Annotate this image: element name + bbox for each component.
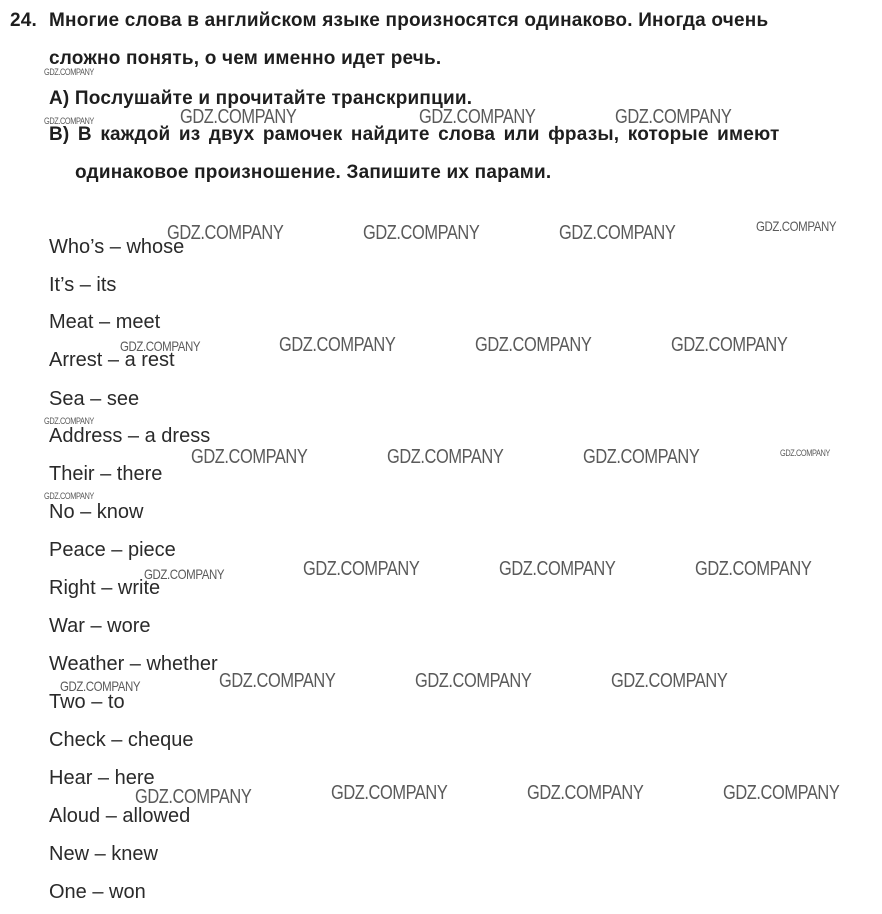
answer-pair: Aloud – allowed <box>49 805 191 827</box>
exercise-part-b-line-1: B) В каждой из двух рамочек найдите слова или фразы, которые имеют <box>49 124 780 145</box>
answer-pair: No – know <box>49 501 144 523</box>
watermark: GDZ.COMPANY <box>723 782 840 804</box>
watermark: GDZ.COMPANY <box>499 558 616 580</box>
watermark: GDZ.COMPANY <box>279 334 396 356</box>
answer-pair: Two – to <box>49 691 125 713</box>
answer-pair: Who’s – whose <box>49 236 185 258</box>
watermark: GDZ.COMPANY <box>135 786 252 808</box>
watermark: GDZ.COMPANY <box>44 67 94 77</box>
watermark: GDZ.COMPANY <box>559 222 676 244</box>
watermark: GDZ.COMPANY <box>363 222 480 244</box>
exercise-instruction-line-2: сложно понять, о чем именно идет речь. <box>49 48 442 69</box>
answer-pair: It’s – its <box>49 274 117 296</box>
answer-pair: New – knew <box>49 843 158 865</box>
answer-pair: Peace – piece <box>49 539 176 561</box>
answer-pair: Sea – see <box>49 388 140 410</box>
answer-pair: Arrest – a rest <box>49 349 175 371</box>
answer-pair: Right – write <box>49 577 161 599</box>
watermark: GDZ.COMPANY <box>303 558 420 580</box>
watermark: GDZ.COMPANY <box>44 116 94 126</box>
watermark: GDZ.COMPANY <box>387 446 504 468</box>
watermark: GDZ.COMPANY <box>120 338 201 354</box>
answer-pair: War – wore <box>49 615 151 637</box>
watermark: GDZ.COMPANY <box>615 106 732 128</box>
watermark: GDZ.COMPANY <box>415 670 532 692</box>
watermark: GDZ.COMPANY <box>191 446 308 468</box>
exercise-instruction-line-1: Многие слова в английском языке произносятся одинаково. Иногда очень <box>49 10 769 31</box>
answer-pair: Address – a dress <box>49 425 211 447</box>
watermark: GDZ.COMPANY <box>611 670 728 692</box>
exercise-number: 24. <box>10 10 38 31</box>
watermark: GDZ.COMPANY <box>331 782 448 804</box>
watermark: GDZ.COMPANY <box>695 558 812 580</box>
watermark: GDZ.COMPANY <box>180 106 297 128</box>
exercise-part-b-line-2: одинаковое произношение. Запишите их парами. <box>75 162 552 183</box>
watermark: GDZ.COMPANY <box>144 566 225 582</box>
answer-pair: Hear – here <box>49 767 155 789</box>
answer-pair: Their – there <box>49 463 163 485</box>
watermark: GDZ.COMPANY <box>475 334 592 356</box>
answer-pair: One – won <box>49 881 146 903</box>
watermark: GDZ.COMPANY <box>756 218 837 234</box>
watermark: GDZ.COMPANY <box>167 222 284 244</box>
watermark: GDZ.COMPANY <box>419 106 536 128</box>
watermark: GDZ.COMPANY <box>780 448 830 458</box>
watermark: GDZ.COMPANY <box>671 334 788 356</box>
watermark: GDZ.COMPANY <box>44 416 94 426</box>
answer-pair: Check – cheque <box>49 729 194 751</box>
watermark: GDZ.COMPANY <box>60 678 141 694</box>
watermark: GDZ.COMPANY <box>583 446 700 468</box>
exercise-part-a: A) Послушайте и прочитайте транскрипции. <box>49 88 473 109</box>
watermark: GDZ.COMPANY <box>527 782 644 804</box>
watermark: GDZ.COMPANY <box>44 491 94 501</box>
answer-pair: Weather – whether <box>49 653 218 675</box>
watermark: GDZ.COMPANY <box>219 670 336 692</box>
answer-pair: Meat – meet <box>49 311 161 333</box>
